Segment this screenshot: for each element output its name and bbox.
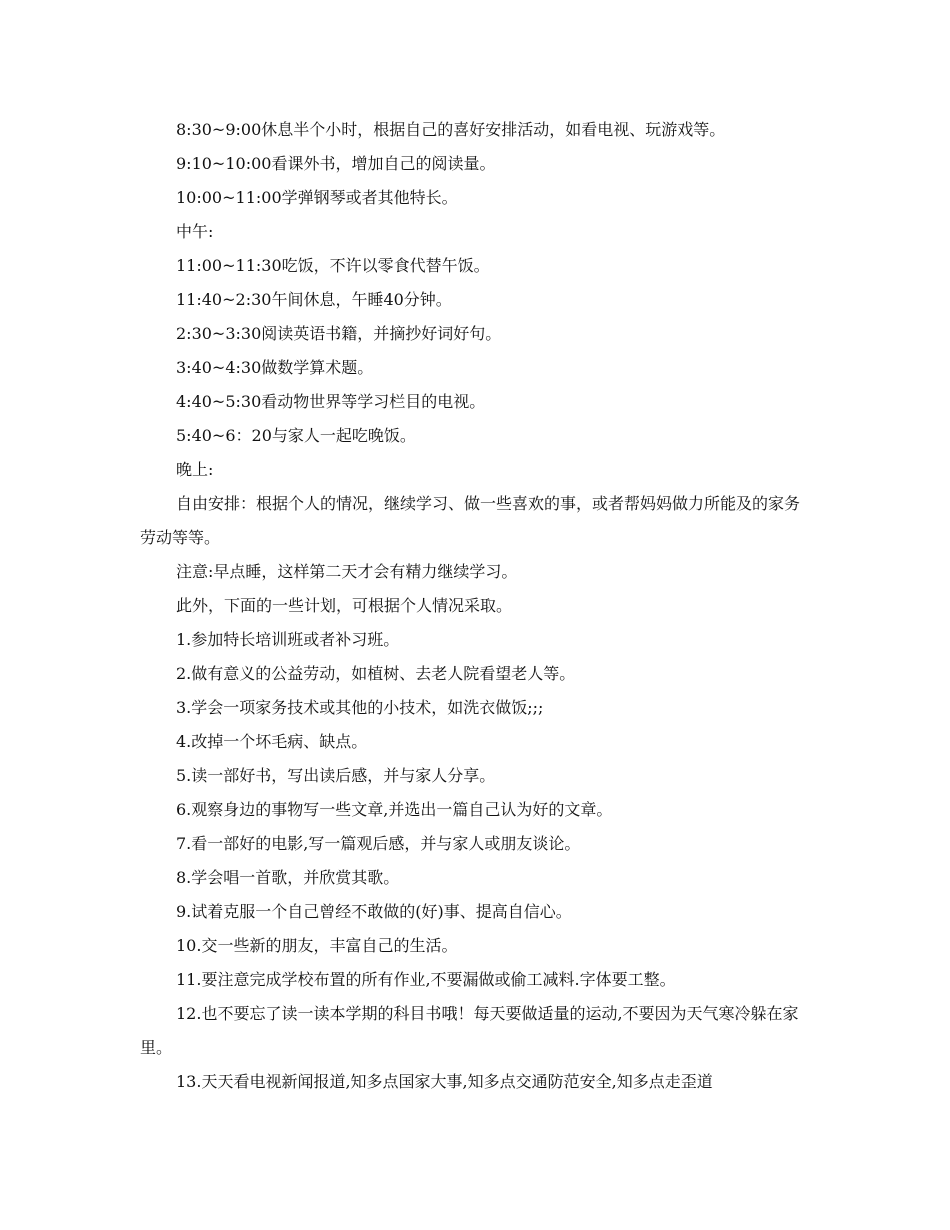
paragraph-schedule-1000: 10:00~11:00学弹钢琴或者其他特长。 xyxy=(176,188,458,207)
list-item-4: 4.改掉一个坏毛病、缺点。 xyxy=(176,732,368,751)
paragraph-schedule-0910: 9:10~10:00看课外书，增加自己的阅读量。 xyxy=(176,154,496,173)
list-item-1: 1.参加特长培训班或者补习班。 xyxy=(176,630,400,649)
list-item-13: 13.天天看电视新闻报道,知多点国家大事,知多点交通防范安全,知多点走歪道 xyxy=(176,1072,713,1091)
list-item-3: 3.学会一项家务技术或其他的小技术，如洗衣做饭;;; xyxy=(176,698,544,717)
list-item-7: 7.看一部好的电影,写一篇观后感，并与家人或朋友谈论。 xyxy=(176,834,581,853)
list-item-12: 12.也不要忘了读一读本学期的科目书哦！每天要做适量的运动,不要因为天气寒冷躲在家里。 xyxy=(140,1004,799,1057)
paragraph-schedule-0440: 4:40~5:30看动物世界等学习栏目的电视。 xyxy=(176,392,486,411)
paragraph-schedule-0540: 5:40~6：20与家人一起吃晚饭。 xyxy=(176,426,416,445)
list-item-11: 11.要注意完成学校布置的所有作业,不要漏做或偷工减料.字体要工整。 xyxy=(176,970,676,989)
list-item-5: 5.读一部好书，写出读后感，并与家人分享。 xyxy=(176,766,496,785)
list-item-6: 6.观察身边的事物写一些文章,并选出一篇自己认为好的文章。 xyxy=(176,800,613,819)
heading-noon: 中午: xyxy=(176,222,214,241)
paragraph-schedule-0230: 2:30~3:30阅读英语书籍，并摘抄好词好句。 xyxy=(176,324,502,343)
list-item-10: 10.交一些新的朋友，丰富自己的生活。 xyxy=(176,936,458,955)
list-item-8: 8.学会唱一首歌，并欣赏其歌。 xyxy=(176,868,400,887)
list-item-9: 9.试着克服一个自己曾经不敢做的(好)事、提高自信心。 xyxy=(176,902,572,921)
document-body xyxy=(140,113,812,1099)
paragraph-schedule-1100: 11:00~11:30吃饭，不许以零食代替午饭。 xyxy=(176,256,490,275)
list-item-2: 2.做有意义的公益劳动，如植树、去老人院看望老人等。 xyxy=(176,664,576,683)
heading-evening: 晚上: xyxy=(176,460,214,479)
paragraph-free-arrangement: 自由安排：根据个人的情况，继续学习、做一些喜欢的事，或者帮妈妈做力所能及的家务劳动等等。 xyxy=(140,494,801,547)
paragraph-schedule-0830: 8:30~9:00休息半个小时，根据自己的喜好安排活动，如看电视、玩游戏等。 xyxy=(176,120,726,139)
paragraph-additional-plans: 此外，下面的一些计划，可根据个人情况采取。 xyxy=(176,596,513,615)
paragraph-schedule-1140: 11:40~2:30午间休息，午睡40分钟。 xyxy=(176,290,452,309)
paragraph-note: 注意:早点睡，这样第二天才会有精力继续学习。 xyxy=(176,562,518,581)
paragraph-schedule-0340: 3:40~4:30做数学算术题。 xyxy=(176,358,374,377)
